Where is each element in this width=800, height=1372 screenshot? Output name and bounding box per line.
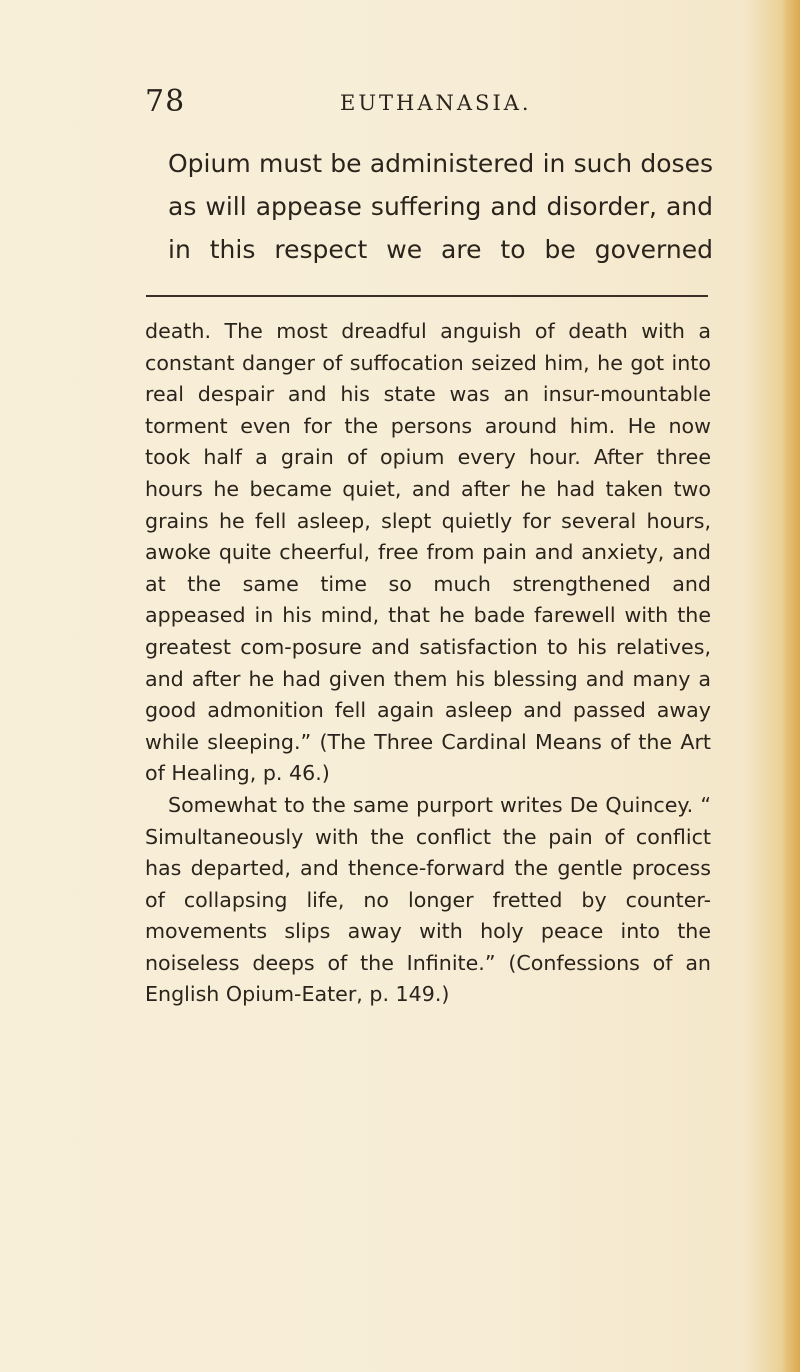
footnote-paragraph-2: Somewhat to the same purport writes De Quincey. “ Simultaneously with the conflict the pain of conflict has departed, and thence-forward the gentle process of collapsing life, no longer fretted by counter-movements slips away with holy peace into the noiseless deeps of the Infinite.” (Confessions of an English Opium-Eater, p. 149.)	[145, 792, 711, 1007]
page-header	[0, 82, 800, 122]
footnote-divider	[146, 295, 708, 297]
page-number: 78	[145, 84, 186, 119]
footnote-paragraph-1: death. The most dreadful anguish of death with a constant danger of suffocation seized him, he got into real despair and his state was an insur-mountable torment even for the persons around him. He now took half a grain of opium every hour. After three hours he became quiet, and after he had taken two grains he fell asleep, slept quietly for several hours, awoke quite cheerful, free from pain and anxiety, and at the same time so much strengthened and appeased in his mind, that he bade farewell with the greatest com-posure and satisfaction to his relatives, and after he had given them his blessing and many a good admonition fell again asleep and passed away while sleeping.” (The Three Cardinal Means of the Art of Healing, p. 46.)	[145, 319, 711, 786]
page-edge-shadow	[782, 0, 800, 1372]
main-body-text	[168, 142, 713, 271]
footnote-text	[145, 316, 711, 1011]
running-title: EUTHANASIA.	[340, 91, 532, 115]
main-paragraph: Opium must be administered in such doses as will appease suffering and disorder, and in this respect we are to be governed	[168, 149, 713, 264]
